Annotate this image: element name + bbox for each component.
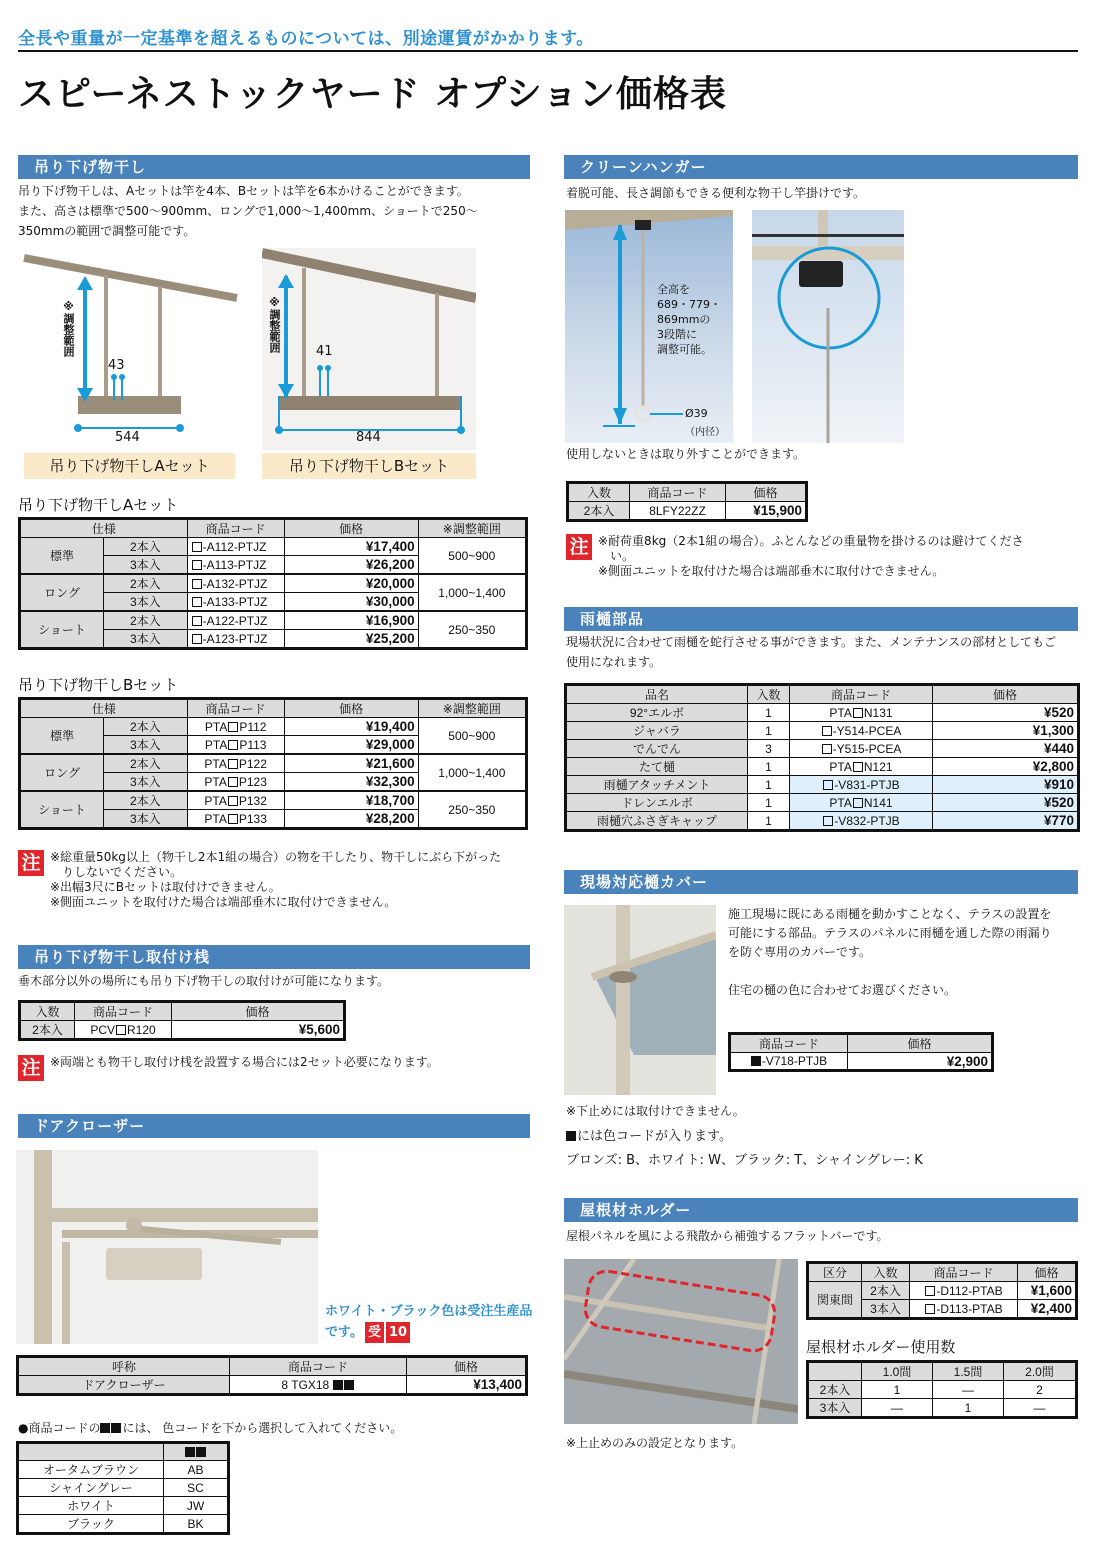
color-placeholder-box <box>228 740 238 750</box>
ring-diameter: Ø39 <box>685 407 708 420</box>
roof-holder-photo <box>564 1259 798 1424</box>
price-cell: ¥25,200 <box>284 630 418 649</box>
table-row: ホワイト JW <box>18 1497 229 1515</box>
shipping-notice: 全長や重量が一定基準を超えるものについては、別途運賃がかかります。 <box>18 29 594 49</box>
gutter-cover-note-1: ※下止めには取付けできません。 <box>566 1104 745 1118</box>
hanging-desc-1: 吊り下げ物干しは、Aセットは竿を4本、Bセットは竿を6本かけることができます。 <box>18 184 469 198</box>
table-row <box>20 754 527 773</box>
col-name: 呼称 <box>18 1357 230 1376</box>
order-production-note: ホワイト・ブラック色は受注生産品 です。 受 10 <box>325 1301 532 1343</box>
hanging-desc-2: また、高さは標準で500〜900mm、ロングで1,000〜1,400mm、ショートで250〜 <box>18 204 478 218</box>
spec-cell: ショート <box>20 791 104 829</box>
price-cell: ¥2,900 <box>848 1053 993 1071</box>
qty-cell: 2本入 <box>104 791 188 810</box>
note-line: ※側面ユニットを取付けた場合は端部垂木に取付けできません。 <box>598 564 945 578</box>
gutter-cover-note-2: には色コードが入ります。 <box>566 1128 732 1145</box>
gutter-parts-desc-2: 使用になれます。 <box>566 655 662 669</box>
qty-cell: 2本入 <box>104 611 188 630</box>
range-cell: 1,000~1,400 <box>418 574 526 611</box>
col-code: 商品コード <box>730 1034 848 1053</box>
header-divider <box>18 50 1078 52</box>
table-row: 雨樋穴ふさぎキャップ 1 -V832-PTJB ¥770 <box>566 812 1079 831</box>
price-cell: ¥19,400 <box>284 718 418 736</box>
code-cell: -Y514-PCEA <box>790 722 933 740</box>
table-row <box>20 574 527 593</box>
code-cell: PTA N121 <box>790 758 933 776</box>
qty-cell: 2本入 <box>104 574 188 593</box>
code-cell: -A113-PTJZ <box>187 556 284 575</box>
table-row: シャイングレー SC <box>18 1479 229 1497</box>
clean-hanger-notes <box>566 534 1024 579</box>
qty-cell: 3本入 <box>104 736 188 755</box>
code-cell: PTA P113 <box>187 736 284 755</box>
col-code: 商品コード <box>187 519 284 538</box>
hanging-b-illustration <box>262 248 476 450</box>
qty-cell: 2本入 <box>104 538 188 556</box>
range-cell: 1,000~1,400 <box>418 754 526 791</box>
table-row <box>20 718 527 736</box>
note-line: ※耐荷重8kg（2本1組の場合）。ふとんなどの重量物を掛けるのは避けてくださ <box>598 534 1024 548</box>
spec-cell: ロング <box>20 574 104 611</box>
qty-cell: 3本入 <box>104 773 188 792</box>
qty-cell: 2本入 <box>568 502 630 521</box>
color-placeholder-box <box>192 542 202 552</box>
table-row <box>20 611 527 630</box>
adjust-range-label-b: ※調整範囲 <box>268 296 281 353</box>
color-placeholder-box <box>192 597 202 607</box>
section-header-gutter-cover: 現場対応樋カバー <box>564 870 1078 894</box>
price-cell: ¥20,000 <box>284 574 418 593</box>
price-cell: ¥28,200 <box>284 810 418 829</box>
price-cell: ¥18,700 <box>284 791 418 810</box>
col-qty: 入数 <box>568 483 630 502</box>
hanging-desc-3: 350mmの範囲で調整可能です。 <box>18 224 196 238</box>
table-row: 2本入 1 — 2 <box>808 1381 1077 1399</box>
code-cell: PTA P112 <box>187 718 284 736</box>
color-placeholder-box <box>228 777 238 787</box>
dim-a-43: 43 <box>108 358 125 373</box>
door-closer-photo <box>16 1150 318 1344</box>
col-color-name <box>18 1443 164 1461</box>
qty-cell: 3本入 <box>104 810 188 829</box>
col-color-code <box>164 1443 229 1461</box>
col-price: 価格 <box>172 1002 345 1021</box>
set-b-title: 吊り下げ物干しBセット <box>18 676 179 694</box>
table-row <box>20 1021 345 1040</box>
hanger-attachment-illustration <box>752 210 904 443</box>
table-row <box>730 1053 993 1071</box>
col-price: 価格 <box>1018 1263 1077 1282</box>
qty-cell: 3本入 <box>104 630 188 649</box>
gutter-parts-table <box>564 683 1080 832</box>
color-placeholder-box <box>192 616 202 626</box>
made-to-order-badge: 受 <box>365 1322 384 1343</box>
hanging-a-illustration <box>22 250 240 450</box>
set-b-table <box>18 697 528 830</box>
price-cell: ¥17,400 <box>284 538 418 556</box>
code-cell: PTA P123 <box>187 773 284 792</box>
color-placeholder-box <box>192 579 202 589</box>
color-code-box <box>333 1380 343 1390</box>
qty-cell: 3本入 <box>104 556 188 575</box>
section-header-door-closer: ドアクローザー <box>18 1114 530 1138</box>
col-code: 商品コード <box>630 483 726 502</box>
note-line: ※出幅3尺にBセットは取付けできません。 <box>50 880 281 894</box>
code-cell: -A132-PTJZ <box>187 574 284 593</box>
door-closer-illustration <box>16 1150 318 1344</box>
code-cell: PTA P132 <box>187 791 284 810</box>
col-price: 価格 <box>284 519 418 538</box>
gutter-cover-photo <box>564 905 716 1095</box>
gutter-cover-table <box>728 1032 994 1072</box>
qty-cell: 2本入 <box>104 754 188 773</box>
caption-set-b: 吊り下げ物干しBセット <box>262 453 476 479</box>
gutter-cover-desc: 施工現場に既にある雨樋を動かすことなく、テラスの設置を 可能にする部品。テラスのパネルに雨樋を通した際の雨漏り を防ぐ専用のカバーです。 住宅の樋の色に合わせてお選びください。 <box>728 907 1052 997</box>
roof-holder-note: ※上止めのみの設定となります。 <box>566 1436 744 1450</box>
col-spec: 仕様 <box>20 519 188 538</box>
dim-a-544: 544 <box>115 430 140 445</box>
note-line: い。 <box>598 549 635 563</box>
col-name: 品名 <box>566 685 748 704</box>
qty-cell: 2本入 <box>20 1021 75 1040</box>
clean-hanger-table <box>566 481 808 522</box>
table-row: ブラック BK <box>18 1515 229 1534</box>
col-price: 価格 <box>933 685 1079 704</box>
spec-cell: ロング <box>20 754 104 791</box>
section-header-clean-hanger: クリーンハンガー <box>564 155 1078 179</box>
range-cell: 250~350 <box>418 791 526 829</box>
color-placeholder-box <box>192 560 202 570</box>
roof-holder-desc: 屋根パネルを風による飛散から補強するフラットバーです。 <box>566 1229 889 1243</box>
set-a-table <box>18 517 528 650</box>
price-cell: ¥16,900 <box>284 611 418 630</box>
code-cell: -V831-PTJB <box>790 776 933 794</box>
color-code-box <box>344 1380 354 1390</box>
section-header-roof-holder: 屋根材ホルダー <box>564 1198 1078 1222</box>
set-a-title: 吊り下げ物干しAセット <box>18 496 179 514</box>
col-qty: 入数 <box>20 1002 75 1021</box>
code-cell: -V832-PTJB <box>790 812 933 831</box>
gutter-parts-desc-1: 現場状況に合わせて雨樋を蛇行させる事ができます。また、メンテナンスの部材としてもご <box>566 635 1057 649</box>
hanger-height-note: 全高を 689・779・ 869mmの 3段階に 調整可能。 <box>657 283 721 356</box>
note-line: ※側面ユニットを取付けた場合は端部垂木に取付けできません。 <box>50 895 397 909</box>
page-title: スピーネストックヤード オプション価格表 <box>18 74 727 115</box>
col-qty: 入数 <box>862 1263 910 1282</box>
mount-bar-desc: 垂木部分以外の場所にも吊り下げ物干しの取付けが可能になります。 <box>18 974 390 988</box>
table-row: 関東間 2本入 -D112-PTAB ¥1,600 <box>808 1282 1077 1300</box>
code-cell: 8 TGX18 <box>230 1376 407 1395</box>
code-cell: 8LFY22ZZ <box>630 502 726 521</box>
roof-holder-table <box>806 1261 1078 1320</box>
price-cell: ¥26,200 <box>284 556 418 575</box>
mount-bar-table <box>18 1000 346 1041</box>
code-cell: PCV R120 <box>75 1021 172 1040</box>
col-code: 商品コード <box>790 685 933 704</box>
color-placeholder-box <box>228 759 238 769</box>
spec-cell: ショート <box>20 611 104 649</box>
section-header-gutter-parts: 雨樋部品 <box>564 607 1078 631</box>
roof-holder-illustration <box>564 1259 798 1424</box>
note-line: りしないでください。 <box>50 865 183 879</box>
price-cell: ¥21,600 <box>284 754 418 773</box>
range-cell: 250~350 <box>418 611 526 649</box>
table-row: たて樋 1 PTA N121 ¥2,800 <box>566 758 1079 776</box>
clean-hanger-desc: 着脱可能、長さ調節もできる便利な物干し竿掛けです。 <box>566 186 866 200</box>
note-line: ※総重量50kg以上（物干し2本1組の場合）の物を干したり、物干しにぶら下がった <box>50 850 502 864</box>
col-range: ※調整範囲 <box>418 519 526 538</box>
category-cell: 関東間 <box>808 1282 862 1319</box>
hanging-notes <box>18 850 501 910</box>
col-spec: 仕様 <box>20 699 188 718</box>
col-qty: 入数 <box>748 685 790 704</box>
price-cell: ¥29,000 <box>284 736 418 755</box>
code-cell: PTA P133 <box>187 810 284 829</box>
table-row: オータムブラウン AB <box>18 1461 229 1479</box>
code-cell: -Y515-PCEA <box>790 740 933 758</box>
caption-set-a: 吊り下げ物干しAセット <box>24 453 235 479</box>
col-price: 価格 <box>284 699 418 718</box>
note-line: ※両端とも物干し取付け桟を設置する場合には2セット必要になります。 <box>50 1055 439 1069</box>
col-category: 区分 <box>808 1263 862 1282</box>
code-cell: -V718-PTJB <box>730 1053 848 1071</box>
color-placeholder-box <box>228 796 238 806</box>
caution-icon: 注 <box>566 534 592 560</box>
table-row: 92°エルボ 1 PTA N131 ¥520 <box>566 704 1079 722</box>
hanging-a-diagram <box>22 250 240 450</box>
code-cell: -A123-PTJZ <box>187 630 284 649</box>
col-range: ※調整範囲 <box>418 699 526 718</box>
lead-time-badge: 10 <box>386 1322 410 1343</box>
table-row: 3本入 — 1 — <box>808 1399 1077 1418</box>
color-code-instruction: ●商品コードの には、 色コードを下から選択して入れてください。 <box>18 1421 403 1435</box>
range-cell: 500~900 <box>418 538 526 575</box>
code-cell: -D113-PTAB <box>910 1300 1018 1319</box>
ring-diameter-sub: （内径） <box>685 427 725 438</box>
dim-b-844: 844 <box>356 430 381 445</box>
door-closer-table <box>16 1355 528 1396</box>
col-price: 価格 <box>726 483 807 502</box>
code-cell: PTA N141 <box>790 794 933 812</box>
roof-holder-usage-table: 1.0間 1.5間 2.0間 2本入 1 — 2 3本入 — 1 — <box>806 1360 1078 1419</box>
code-cell: PTA N131 <box>790 704 933 722</box>
price-cell: ¥32,300 <box>284 773 418 792</box>
clean-hanger-caption: 使用しないときは取り外すことができます。 <box>566 447 806 461</box>
code-cell: -A133-PTJZ <box>187 593 284 612</box>
caution-icon: 注 <box>18 850 44 876</box>
color-placeholder-box <box>228 814 238 824</box>
table-row <box>18 1376 527 1395</box>
qty-cell: 3本入 <box>104 593 188 612</box>
name-cell: ドアクローザー <box>18 1376 230 1395</box>
gutter-cover-color-codes: ブロンズ: B、ホワイト: W、ブラック: T、シャイングレー: K <box>566 1153 923 1168</box>
table-row <box>20 538 527 556</box>
color-placeholder-box <box>116 1025 126 1035</box>
table-row <box>568 502 807 521</box>
section-header-mount-bar: 吊り下げ物干し取付け桟 <box>18 945 530 969</box>
table-row <box>20 791 527 810</box>
caution-icon: 注 <box>18 1055 44 1081</box>
price-cell: ¥5,600 <box>172 1021 345 1040</box>
code-cell: -A112-PTJZ <box>187 538 284 556</box>
code-cell: -D112-PTAB <box>910 1282 1018 1300</box>
col-code: 商品コード <box>910 1263 1018 1282</box>
price-cell: ¥30,000 <box>284 593 418 612</box>
table-row: ドレンエルボ 1 PTA N141 ¥520 <box>566 794 1079 812</box>
col-code: 商品コード <box>187 699 284 718</box>
color-code-table <box>16 1441 230 1535</box>
clean-hanger-photo-2 <box>752 210 904 443</box>
price-cell: ¥15,900 <box>726 502 807 521</box>
adjust-range-label-a: ※調整範囲 <box>62 300 75 357</box>
spec-cell: 標準 <box>20 718 104 755</box>
table-row: 雨樋アタッチメント 1 -V831-PTJB ¥910 <box>566 776 1079 794</box>
col-price: 価格 <box>848 1034 993 1053</box>
qty-cell: 2本入 <box>104 718 188 736</box>
price-cell: ¥13,400 <box>407 1376 527 1395</box>
roof-holder-usage-title: 屋根材ホルダー使用数 <box>806 1338 956 1356</box>
clean-hanger-photo-1 <box>565 210 733 443</box>
mount-bar-note <box>18 1055 439 1081</box>
section-header-hanging: 吊り下げ物干し <box>18 155 530 179</box>
code-cell: PTA P122 <box>187 754 284 773</box>
hanging-b-diagram <box>262 248 476 450</box>
color-placeholder-box <box>192 634 202 644</box>
col-code: 商品コード <box>75 1002 172 1021</box>
range-cell: 500~900 <box>418 718 526 755</box>
spec-cell: 標準 <box>20 538 104 575</box>
dim-b-41: 41 <box>316 344 333 359</box>
code-cell: -A122-PTJZ <box>187 611 284 630</box>
gutter-cover-illustration <box>564 905 716 1095</box>
col-code: 商品コード <box>230 1357 407 1376</box>
col-price: 価格 <box>407 1357 527 1376</box>
table-row: でんでん 3 -Y515-PCEA ¥440 <box>566 740 1079 758</box>
table-row: ジャバラ 1 -Y514-PCEA ¥1,300 <box>566 722 1079 740</box>
color-placeholder-box <box>228 722 238 732</box>
table-row: 3本入 -D113-PTAB ¥2,400 <box>808 1300 1077 1319</box>
